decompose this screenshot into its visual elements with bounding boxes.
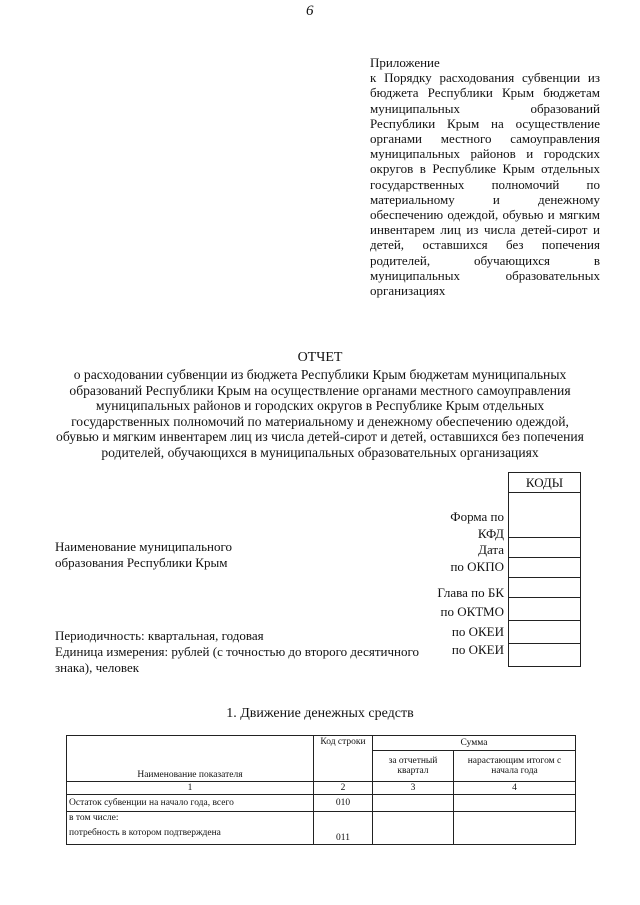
col-number: 3 bbox=[373, 782, 454, 795]
codes-table bbox=[508, 472, 581, 667]
unit-of-measure: Единица измерения: рублей (с точностью до второго десятичного знака), человек bbox=[55, 644, 419, 675]
report-subtitle: о расходовании субвенции из бюджета Республики Крым бюджетам муниципальных образований Республики Крым на осуществление органами местного самоуправления муниципальных районов и городских округов в Республике Крым отдельных государственных полномочий по материальному и денежному обеспечению одеждой, обувью и мягким инвентарем лиц из числа детей-сирот и детей, оставшихся без попечения родителей, обучающихся в муниципальных образовательных организациях bbox=[56, 367, 584, 460]
code-okei1-cell[interactable] bbox=[509, 621, 581, 644]
appendix-title: Приложение bbox=[370, 55, 440, 70]
row-value-cumulative[interactable] bbox=[454, 795, 576, 812]
page-number: 6 bbox=[306, 3, 314, 19]
label-date: Дата bbox=[478, 542, 504, 557]
col-number: 1 bbox=[67, 782, 314, 795]
col-number: 4 bbox=[454, 782, 576, 795]
header-row-code: Код строки bbox=[314, 736, 373, 782]
report-title: ОТЧЕТ bbox=[297, 350, 343, 365]
header-cumulative: нарастающим итогом с начала года bbox=[454, 751, 576, 782]
label-glava-bk: Глава по БК bbox=[437, 585, 504, 600]
code-okei2-cell[interactable] bbox=[509, 644, 581, 667]
label-form-kfd: Форма по КФД bbox=[450, 509, 504, 541]
appendix-block bbox=[370, 55, 600, 298]
header-period: за отчетный квартал bbox=[373, 751, 454, 782]
code-glava-cell[interactable] bbox=[509, 578, 581, 598]
periodicity: Периодичность: квартальная, годовая bbox=[55, 628, 264, 643]
code-form-cell[interactable] bbox=[509, 493, 581, 538]
header-sum: Сумма bbox=[373, 736, 576, 751]
row-name: Остаток субвенции на начало года, всего bbox=[67, 795, 314, 812]
row-value-period[interactable] bbox=[373, 812, 454, 845]
code-oktmo-cell[interactable] bbox=[509, 598, 581, 621]
row-code: 011 bbox=[314, 812, 373, 845]
row-name bbox=[67, 812, 314, 845]
section-title: 1. Движение денежных средств bbox=[226, 706, 414, 721]
municipality-name-label: Наименование муниципального образования Республики Крым bbox=[55, 539, 233, 570]
code-date-cell[interactable] bbox=[509, 538, 581, 558]
label-okei-2: по ОКЕИ bbox=[451, 642, 504, 657]
appendix-text: к Порядку расходования субвенции из бюджета Республики Крым бюджетам муниципальных образований Республики Крым на осуществление органами местного самоуправления муниципальных районов и городских округов в Республике Крым отдельных государственных полномочий по материальному и денежному обеспечению одеждой, обувью и мягким инвентарем лиц из числа детей-сирот и детей, оставшихся без попечения родителей, обучающихся в муниципальных образовательных организациях bbox=[370, 70, 600, 299]
col-number: 2 bbox=[314, 782, 373, 795]
codes-header: КОДЫ bbox=[509, 473, 581, 493]
table-row bbox=[67, 812, 576, 845]
label-okei-1: по ОКЕИ bbox=[451, 624, 504, 639]
header-indicator-name: Наименование показателя bbox=[67, 736, 314, 782]
row-code: 010 bbox=[314, 795, 373, 812]
row-name-prefix: в том числе: bbox=[69, 813, 119, 823]
cash-flow-table bbox=[66, 735, 576, 845]
label-okpo: по ОКПО bbox=[450, 559, 504, 574]
code-okpo-cell[interactable] bbox=[509, 558, 581, 578]
row-value-cumulative[interactable] bbox=[454, 812, 576, 845]
label-oktmo: по ОКТМО bbox=[440, 604, 504, 619]
row-value-period[interactable] bbox=[373, 795, 454, 812]
row-name-sub: потребность в котором подтверждена bbox=[69, 828, 221, 838]
table-row bbox=[67, 795, 576, 812]
